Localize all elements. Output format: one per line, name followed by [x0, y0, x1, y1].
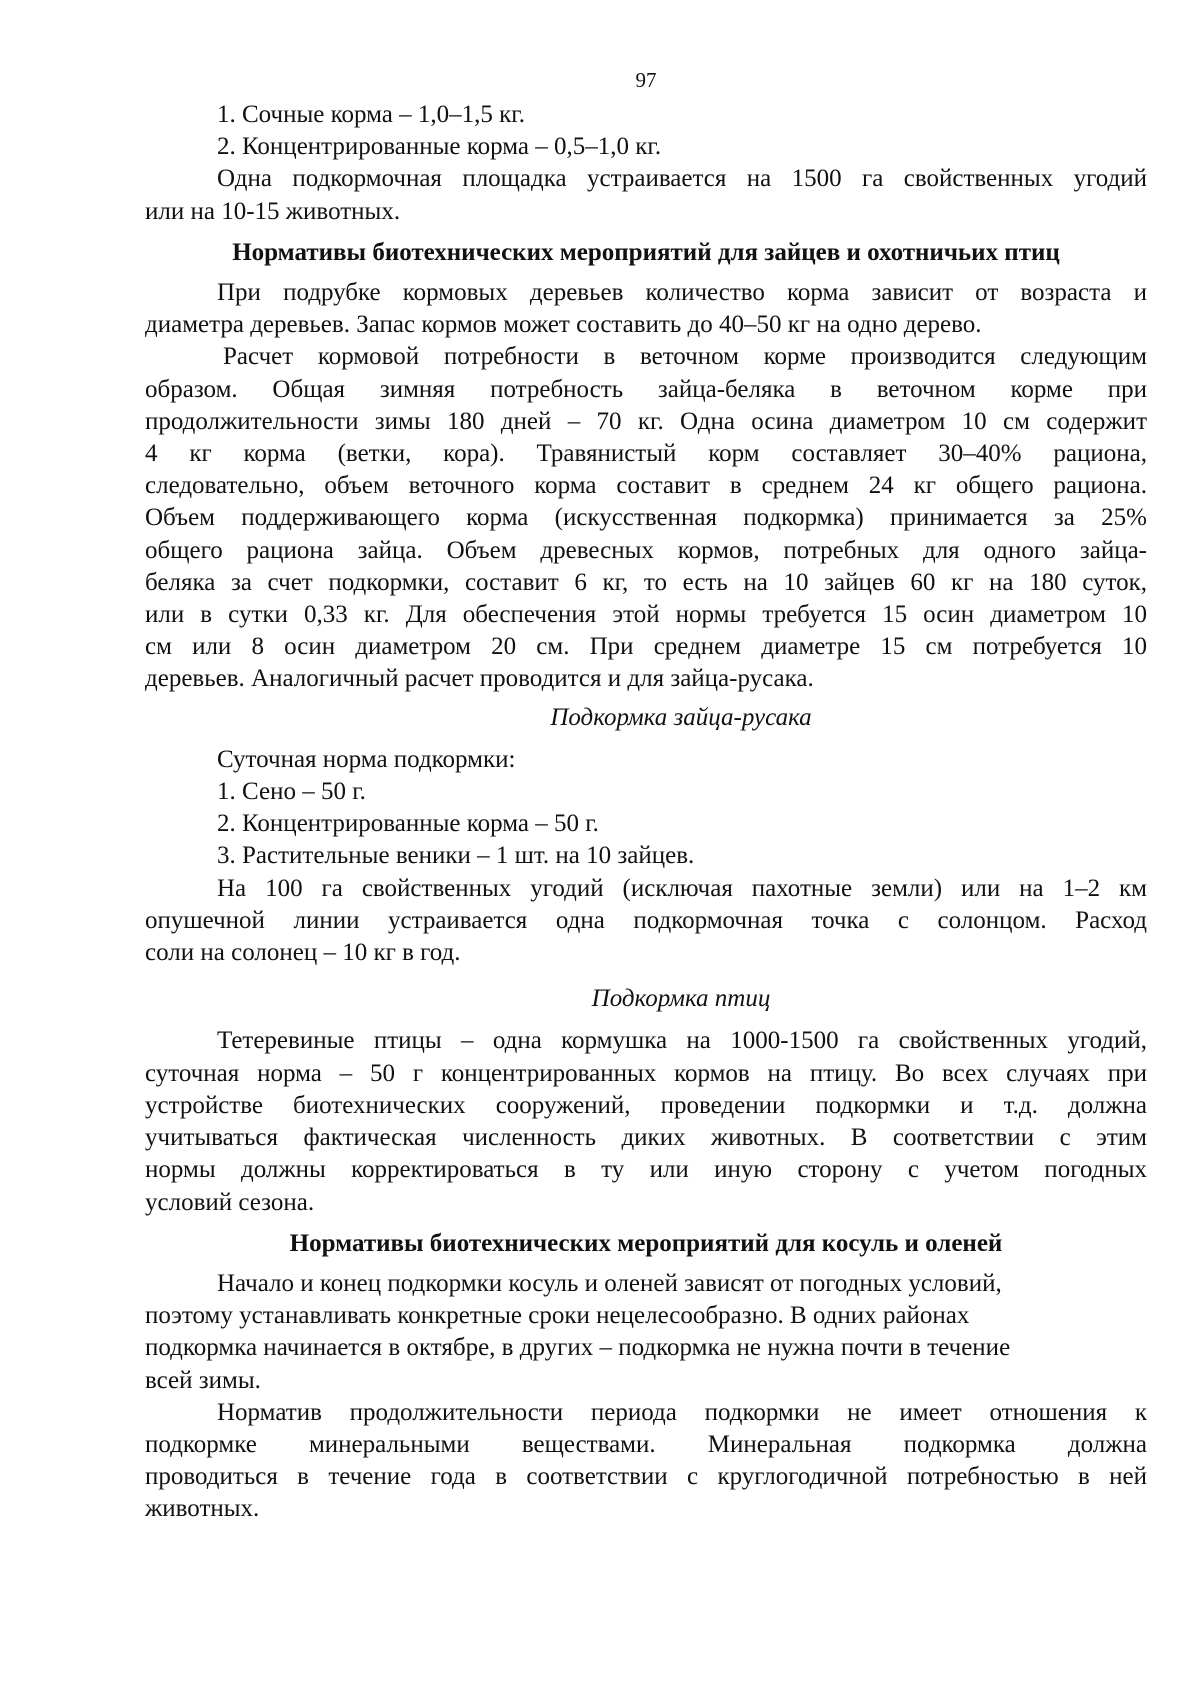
paragraph-line: нормы должны корректироваться в ту или иную сторону с учетом погодных: [145, 1156, 1147, 1184]
list-item: 2. Концентрированные корма – 0,5–1,0 кг.: [217, 133, 662, 161]
paragraph: [145, 163, 1147, 227]
paragraph-line: На 100 га свойственных угодий (исключая пахотные земли) или на 1–2 км: [217, 874, 1147, 902]
paragraph-line: соли на солонец – 10 кг в год.: [145, 939, 461, 967]
list-item: 2. Концентрированные корма – 50 г.: [217, 810, 599, 838]
paragraph-line: беляка за счет подкормки, составит 6 кг, то есть на 10 зайцев 60 кг на 180 суток,: [145, 568, 1147, 596]
paragraph-line: следовательно, объем веточного корма составит в среднем 24 кг общего рациона.: [145, 472, 1147, 500]
list-item: 3. Растительные веники – 1 шт. на 10 зайцев.: [217, 842, 695, 870]
paragraph: [145, 1397, 1147, 1526]
paragraph-line: подкормка начинается в октябре, в других – подкормка не нужна почти в течение: [145, 1334, 1011, 1362]
paragraph: [145, 873, 1147, 970]
list-item: 1. Сено – 50 г.: [217, 778, 366, 806]
paragraph-line: Расчет кормовой потребности в веточном корме производится следующим: [223, 343, 1147, 371]
paragraph-line: Объем поддерживающего корма (искусственная подкормка) принимается за 25%: [145, 504, 1147, 532]
paragraph-line: подкормке минеральными веществами. Минеральная подкормка должна: [145, 1430, 1147, 1458]
paragraph-line: см или 8 осин диаметром 20 см. При среднем диаметре 15 см потребуется 10: [145, 633, 1147, 661]
paragraph: [145, 1025, 1147, 1218]
paragraph-line: При подрубке кормовых деревьев количество корма зависит от возраста и: [217, 279, 1147, 307]
subsection-heading: Подкормка зайца-русака: [550, 703, 812, 731]
paragraph-line: всей зимы.: [145, 1366, 261, 1394]
paragraph-line: или в сутки 0,33 кг. Для обеспечения этой нормы требуется 15 осин диаметром 10: [145, 601, 1147, 629]
paragraph-line: Одна подкормочная площадка устраивается на 1500 га свойственных угодий: [217, 165, 1147, 193]
paragraph-line: устройстве биотехнических сооружений, проведении подкормки и т.д. должна: [145, 1091, 1147, 1119]
paragraph-line: диаметра деревьев. Запас кормов может составить до 40–50 кг на одно дерево.: [145, 311, 982, 339]
subsection-heading: Подкормка птиц: [591, 985, 771, 1013]
paragraph-line: 4 кг корма (ветки, кора). Травянистый корм составляет 30–40% рациона,: [145, 440, 1147, 468]
paragraph-line: условий сезона.: [145, 1188, 315, 1216]
paragraph-line: продолжительности зимы 180 дней – 70 кг. Одна осина диаметром 10 см содержит: [145, 407, 1147, 435]
document-page: [145, 68, 1147, 1526]
paragraph-line: поэтому устанавливать конкретные сроки нецелесообразно. В одних районах: [145, 1302, 970, 1330]
paragraph-line: Норматив продолжительности периода подкормки не имеет отношения к: [217, 1398, 1147, 1426]
paragraph-line: деревьев. Аналогичный расчет проводится и для зайца-русака.: [145, 665, 814, 693]
page-number: 97: [635, 68, 657, 92]
paragraph-line: опушечной линии устраивается одна подкормочная точка с солонцом. Расход: [145, 906, 1147, 934]
section-heading: Нормативы биотехнических мероприятий для косуль и оленей: [289, 1229, 1003, 1257]
norm-label: Суточная норма подкормки:: [217, 745, 516, 773]
paragraph-line: Начало и конец подкормки косуль и оленей зависят от погодных условий,: [217, 1269, 1002, 1297]
paragraph-line: общего рациона зайца. Объем древесных кормов, потребных для одного зайца-: [145, 536, 1147, 564]
paragraph-line: образом. Общая зимняя потребность зайца-беляка в веточном корме при: [145, 375, 1147, 403]
paragraph-line: или на 10-15 животных.: [145, 197, 401, 225]
paragraph: [145, 341, 1147, 695]
paragraph: [145, 1268, 1147, 1397]
section-heading: Нормативы биотехнических мероприятий для зайцев и охотничьих птиц: [232, 238, 1060, 266]
paragraph-line: учитываться фактическая численность диких животных. В соответствии с этим: [145, 1124, 1147, 1152]
paragraph-line: Тетеревиные птицы – одна кормушка на 1000-1500 га свойственных угодий,: [217, 1027, 1147, 1055]
paragraph-line: суточная норма – 50 г концентрированных кормов на птицу. Во всех случаях при: [145, 1059, 1147, 1087]
paragraph-line: проводиться в течение года в соответствии с круглогодичной потребностью в ней: [145, 1463, 1147, 1491]
paragraph-line: животных.: [145, 1495, 260, 1523]
paragraph: [145, 277, 1147, 341]
list-item: 1. Сочные корма – 1,0–1,5 кг.: [217, 101, 525, 128]
